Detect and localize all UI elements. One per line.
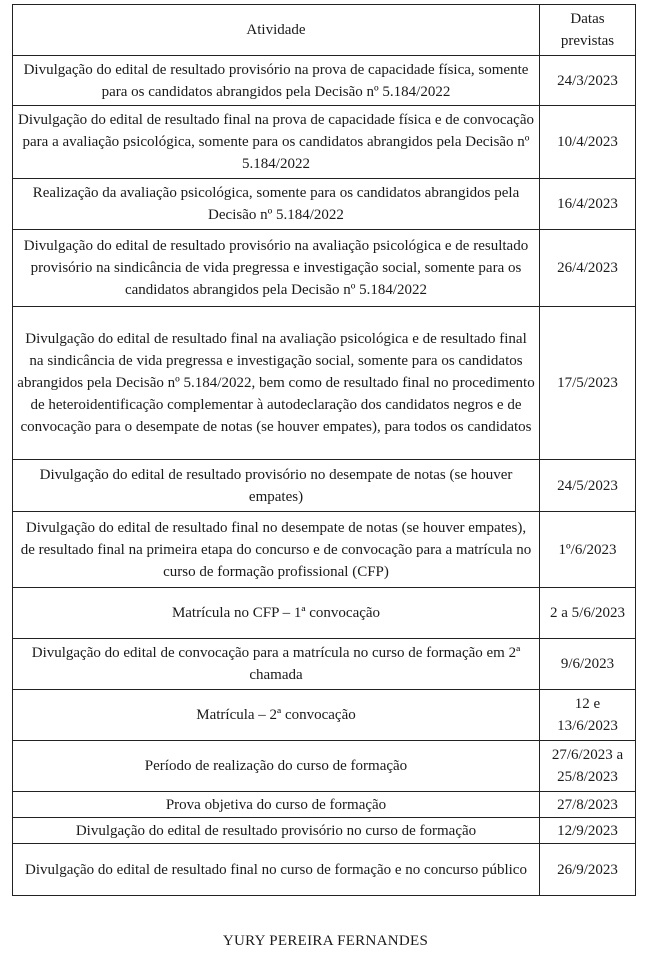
date-cell: 12 e 13/6/2023 (540, 690, 636, 741)
date-cell: 17/5/2023 (540, 307, 636, 460)
date-cell: 2 a 5/6/2023 (540, 588, 636, 639)
table-row (13, 460, 636, 512)
header-dates: Datas previstas (540, 5, 636, 56)
date-cell: 9/6/2023 (540, 639, 636, 690)
table-row (13, 844, 636, 896)
table-row (13, 179, 636, 230)
activity-cell: Divulgação do edital de resultado provisório no desempate de notas (se houver empates) (13, 460, 540, 512)
date-cell: 26/4/2023 (540, 230, 636, 307)
activity-cell: Realização da avaliação psicológica, somente para os candidatos abrangidos pela Decisão nº 5.184/2022 (13, 179, 540, 230)
table-row (13, 741, 636, 792)
table-row (13, 588, 636, 639)
table-row (13, 106, 636, 179)
activity-cell: Divulgação do edital de resultado final na avaliação psicológica e de resultado final na sindicância de vida pregressa e investigação social, somente para os candidatos abrangidos pela Decisão nº 5.184/2022, bem como de resultado final no procedimento de heteroidentificação complementar à autodeclaração dos candidatos negros e de convocação para o desempate de notas (se houver empates), para todos os candidatos (13, 307, 540, 460)
activity-cell: Matrícula – 2ª convocação (13, 690, 540, 741)
table-row (13, 818, 636, 844)
activity-cell: Período de realização do curso de formação (13, 741, 540, 792)
activity-cell: Divulgação do edital de resultado provisório na prova de capacidade física, somente para os candidatos abrangidos pela Decisão nº 5.184/2022 (13, 56, 540, 106)
date-cell: 27/8/2023 (540, 792, 636, 818)
date-cell: 26/9/2023 (540, 844, 636, 896)
date-cell: 16/4/2023 (540, 179, 636, 230)
table-row (13, 56, 636, 106)
date-cell: 10/4/2023 (540, 106, 636, 179)
table-row (13, 307, 636, 460)
activity-cell: Divulgação do edital de convocação para a matrícula no curso de formação em 2ª chamada (13, 639, 540, 690)
activity-cell: Divulgação do edital de resultado final na prova de capacidade física e de convocação para a avaliação psicológica, somente para os candidatos abrangidos pela Decisão nº 5.184/2022 (13, 106, 540, 179)
activity-cell: Divulgação do edital de resultado final no desempate de notas (se houver empates), de resultado final na primeira etapa do concurso e de convocação para a matrícula no curso de formação profissional (CFP) (13, 512, 540, 588)
date-cell: 12/9/2023 (540, 818, 636, 844)
schedule-table (12, 4, 636, 896)
table-row (13, 512, 636, 588)
date-cell: 1º/6/2023 (540, 512, 636, 588)
activity-cell: Divulgação do edital de resultado final no curso de formação e no concurso público (13, 844, 540, 896)
table-row (13, 639, 636, 690)
date-cell: 24/5/2023 (540, 460, 636, 512)
table-row (13, 230, 636, 307)
date-cell: 27/6/2023 a 25/8/2023 (540, 741, 636, 792)
activity-cell: Divulgação do edital de resultado provisório na avaliação psicológica e de resultado provisório na sindicância de vida pregressa e investigação social, somente para os candidatos abrangidos pela Decisão nº 5.184/2022 (13, 230, 540, 307)
activity-cell: Prova objetiva do curso de formação (13, 792, 540, 818)
table-row (13, 792, 636, 818)
table-header-row (13, 5, 636, 56)
activity-cell: Divulgação do edital de resultado provisório no curso de formação (13, 818, 540, 844)
table-row (13, 690, 636, 741)
header-activity: Atividade (13, 5, 540, 56)
date-cell: 24/3/2023 (540, 56, 636, 106)
footer-name: YURY PEREIRA FERNANDES (222, 933, 429, 949)
activity-cell: Matrícula no CFP – 1ª convocação (13, 588, 540, 639)
